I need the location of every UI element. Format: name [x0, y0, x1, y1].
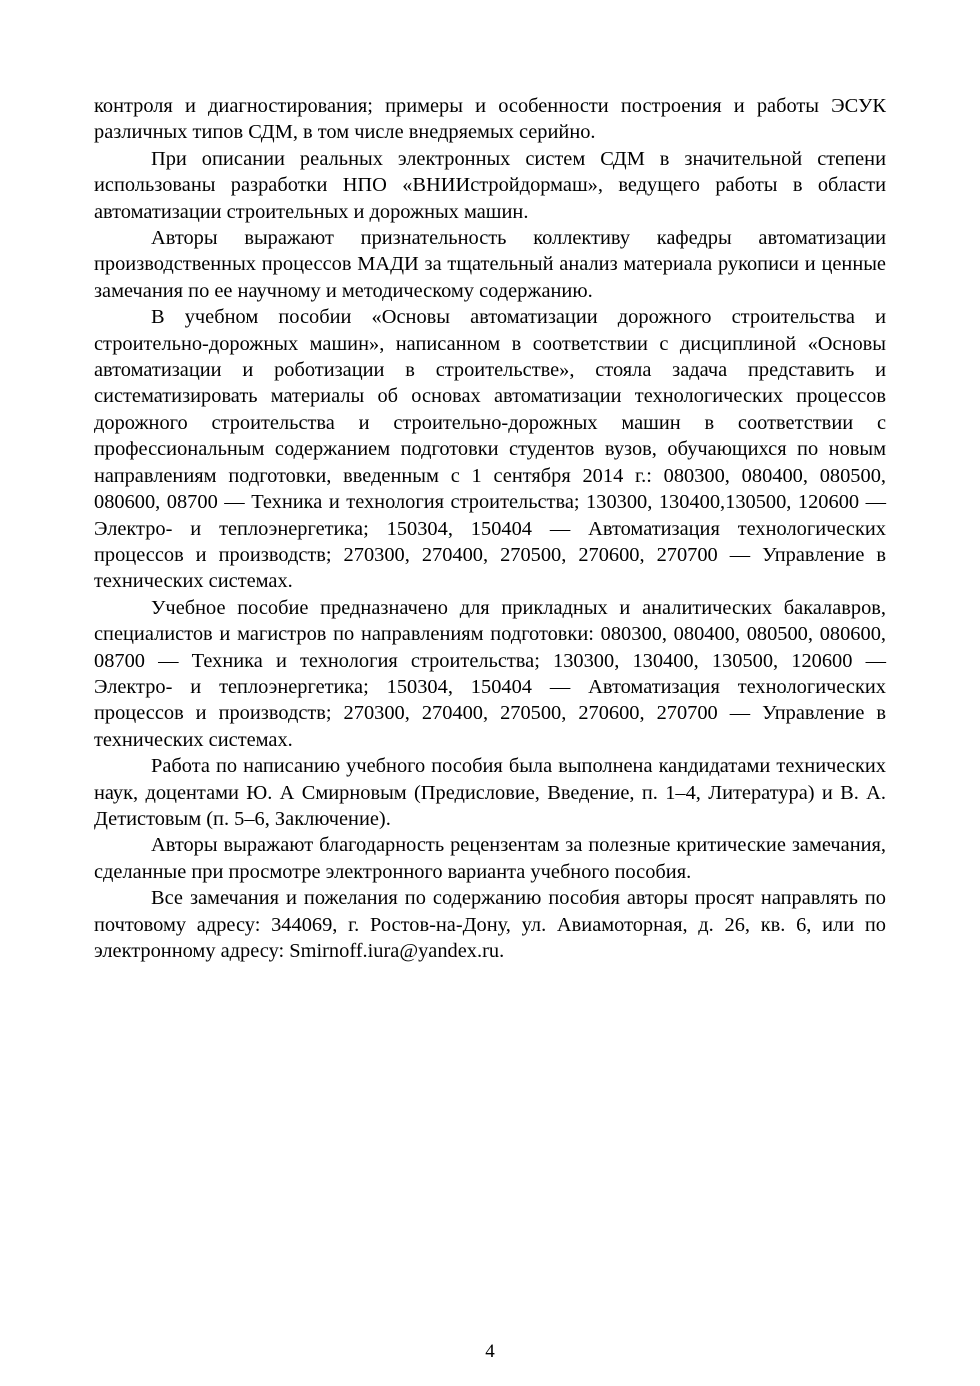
page-number: 4	[485, 1341, 495, 1362]
paragraph-contact: Все замечания и пожелания по содержанию пособия авторы просят направлять по почтовому адресу: 344069, г. Ростов-на-Дону, ул. Авиамоторная, д. 26, кв. 6, или по электронному адресу: Smirnoff.iura@yandex.ru.	[94, 887, 886, 962]
paragraph-continuation: контроля и диагностирования; примеры и особенности построения и работы ЭСУК различных типов СДМ, в том числе внедряемых серийно.	[94, 95, 886, 144]
body-text	[94, 93, 886, 964]
paragraph-real-systems: При описании реальных электронных систем СДМ в значительной степени использованы разработки НПО «ВНИИстройдормаш», ведущего работы в области автоматизации строительных и дорожных машин.	[94, 147, 886, 223]
paragraph-gratitude-madi: Авторы выражают признательность коллективу кафедры автоматизации производственных процессов МАДИ за тщательный анализ материала рукописи и ценные замечания по ее научному и методическому содержанию.	[94, 227, 886, 302]
paragraph-authors: Работа по написанию учебного пособия была выполнена кандидатами технических наук, доцентами Ю. А Смирновым (Предисловие, Введение, п. 1–4, Литература) и В. А. Детистовым (п. 5–6, Заключение).	[94, 755, 886, 830]
paragraph-textbook-goal: В учебном пособии «Основы автоматизации дорожного строительства и строительно-дорожных машин», написанном в соответствии с дисциплиной «Основы автоматизации и роботизации в строительстве», стояла задача представить и систематизировать материалы об основах автоматизации технологических процессов дорожного строительства и строительно-дорожных машин в соответствии с профессиональным содержанием подготовки студентов вузов, обучающихся по новым направлениям подготовки, введенным с 1 сентября 2014 г.: 080300, 080400, 080500, 080600, 08700 — Техника и технология строительства; 130300, 130400,130500, 120600 — Электро- и теплоэнергетика; 150304, 150404 — Автоматизация технологических процессов и производств; 270300, 270400, 270500, 270600, 270700 — Управление в технических системах.	[94, 306, 886, 593]
paragraph-audience: Учебное пособие предназначено для прикладных и аналитических бакалавров, специалистов и магистров по направлениям подготовки: 080300, 080400, 080500, 080600, 08700 — Техника и технология строительства; 130300, 130400, 130500, 120600 — Электро- и теплоэнергетика; 150304, 150404 — Автоматизация технологических процессов и производств; 270300, 270400, 270500, 270600, 270700 — Управление в технических системах.	[94, 596, 886, 751]
paragraph-reviewers: Авторы выражают благодарность рецензентам за полезные критические замечания, сделанные при просмотре электронного варианта учебного пособия.	[94, 834, 886, 883]
